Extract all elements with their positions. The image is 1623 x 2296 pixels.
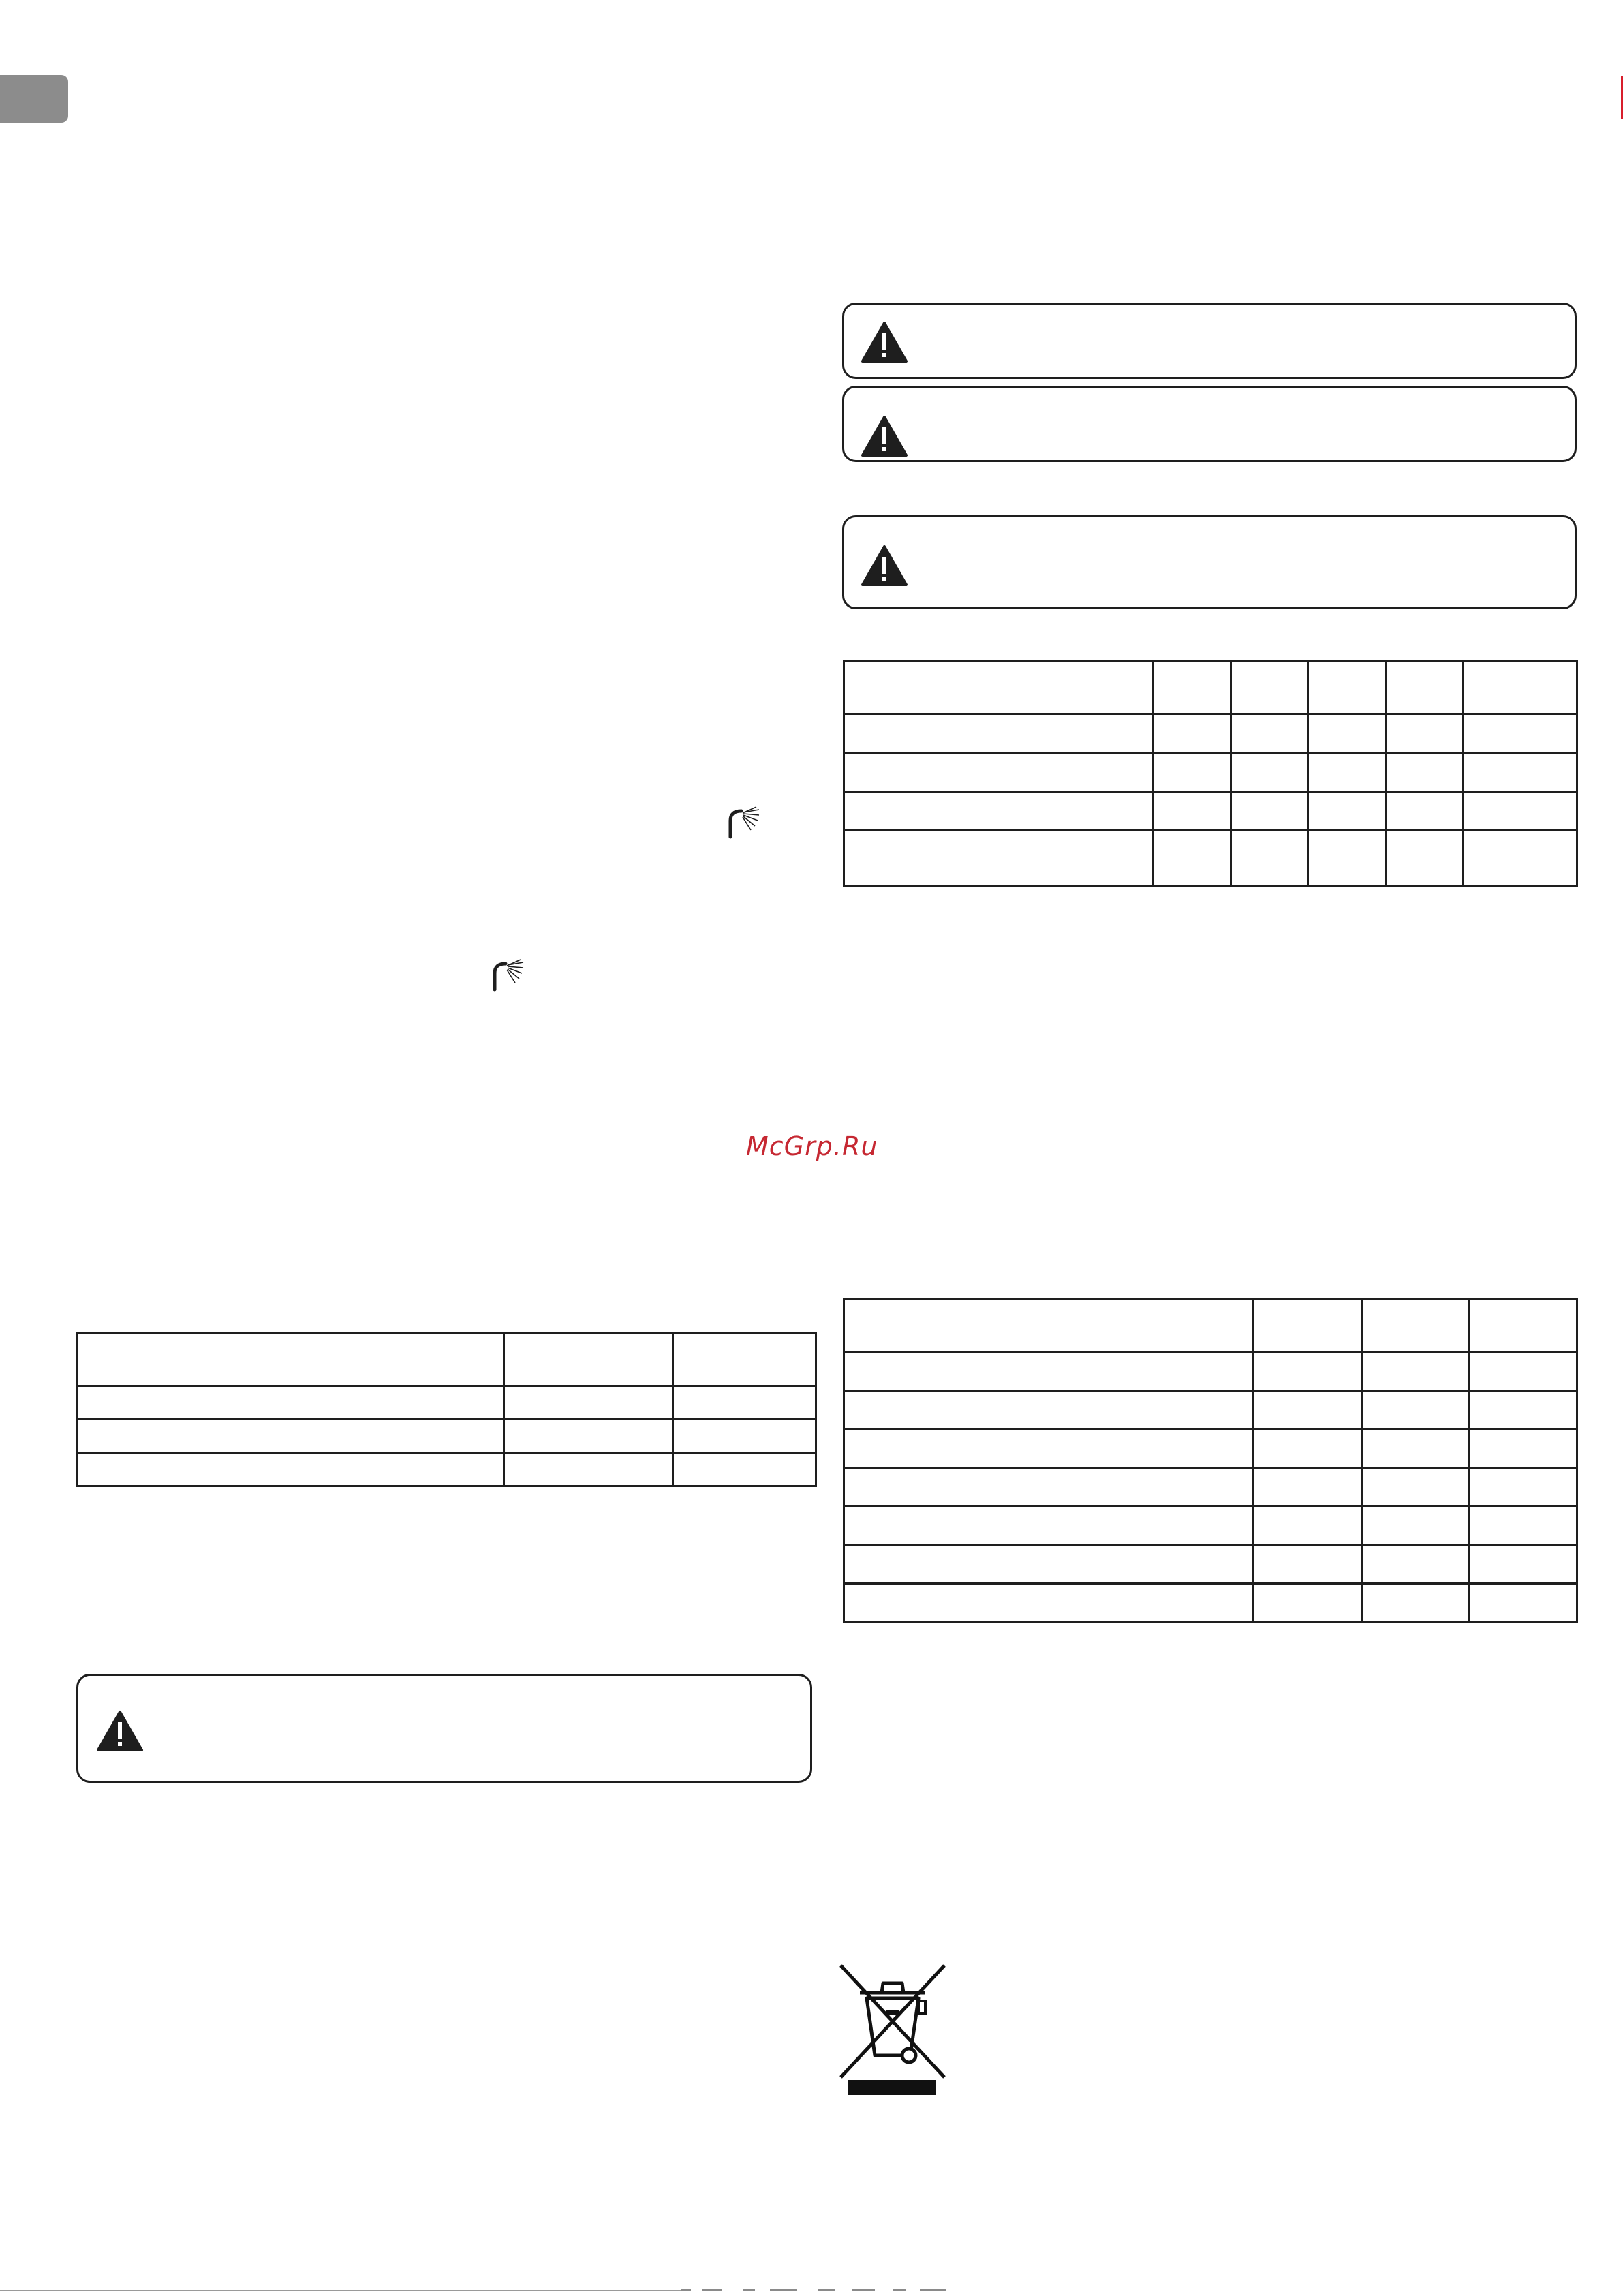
footer-marks xyxy=(681,2287,968,2293)
shower-spray-icon xyxy=(725,806,760,840)
table-cell xyxy=(1154,753,1231,792)
table-row xyxy=(844,714,1577,753)
warning-box-3 xyxy=(842,515,1577,609)
table-cell xyxy=(1362,1430,1470,1469)
warning-box-1 xyxy=(842,303,1577,379)
table-cell xyxy=(673,1333,816,1386)
crossed-out-bin-icon xyxy=(838,1963,947,2099)
table-cell xyxy=(1254,1469,1362,1507)
table-cell xyxy=(1362,1469,1470,1507)
table-cell xyxy=(844,1353,1254,1392)
table-cell xyxy=(1254,1430,1362,1469)
table-cell xyxy=(504,1386,673,1420)
table-cell xyxy=(1254,1392,1362,1430)
table-cell xyxy=(1231,831,1308,886)
table-cell xyxy=(1362,1546,1470,1584)
table-row xyxy=(78,1453,816,1486)
table-cell xyxy=(1254,1299,1362,1353)
table-cell xyxy=(1362,1584,1470,1623)
table-row xyxy=(844,1507,1577,1546)
table-cell xyxy=(1231,714,1308,753)
spec-table-left xyxy=(76,1332,817,1487)
language-tab-marker xyxy=(0,75,68,123)
table-cell xyxy=(1463,714,1577,753)
table-cell xyxy=(1470,1469,1577,1507)
table-cell xyxy=(1154,831,1231,886)
table-cell xyxy=(844,1430,1254,1469)
table-cell xyxy=(844,792,1154,831)
footer-rule xyxy=(0,2290,681,2291)
spec-table-right-top xyxy=(843,660,1578,887)
table-cell xyxy=(844,1507,1254,1546)
table-cell xyxy=(1231,753,1308,792)
table-cell xyxy=(844,661,1154,714)
table-cell xyxy=(504,1453,673,1486)
table-cell xyxy=(1470,1584,1577,1623)
table-cell xyxy=(1362,1507,1470,1546)
table-cell xyxy=(673,1453,816,1486)
table-cell xyxy=(1386,714,1463,753)
table-cell xyxy=(1231,792,1308,831)
table-cell xyxy=(1308,714,1386,753)
table-cell xyxy=(1362,1392,1470,1430)
table-cell xyxy=(844,1546,1254,1584)
table-cell xyxy=(1386,792,1463,831)
table-cell xyxy=(1254,1507,1362,1546)
warning-box-2 xyxy=(842,386,1577,462)
table-cell xyxy=(844,1584,1254,1623)
table-cell xyxy=(1154,792,1231,831)
table-cell xyxy=(1254,1353,1362,1392)
table-row xyxy=(78,1420,816,1453)
table-cell xyxy=(844,831,1154,886)
table-cell xyxy=(1386,831,1463,886)
warning-box-4 xyxy=(76,1674,812,1783)
table-cell xyxy=(1154,661,1231,714)
table-cell xyxy=(844,753,1154,792)
table-cell xyxy=(1470,1299,1577,1353)
table-cell xyxy=(1386,753,1463,792)
table-row xyxy=(78,1333,816,1386)
table-row xyxy=(844,1430,1577,1469)
table-cell xyxy=(1463,831,1577,886)
table-row xyxy=(844,792,1577,831)
table-cell xyxy=(844,1469,1254,1507)
table-cell xyxy=(1308,661,1386,714)
table-row xyxy=(844,753,1577,792)
spec-table-right-bottom xyxy=(843,1298,1578,1623)
table-cell xyxy=(1463,753,1577,792)
table-cell xyxy=(1470,1392,1577,1430)
shower-spray-icon xyxy=(489,958,525,992)
table-cell xyxy=(673,1386,816,1420)
table-cell xyxy=(1463,792,1577,831)
table-row xyxy=(844,1299,1577,1353)
table-cell xyxy=(1308,792,1386,831)
table-cell xyxy=(1470,1353,1577,1392)
table-cell xyxy=(844,1299,1254,1353)
watermark: McGrp.Ru xyxy=(746,1131,878,1161)
table-cell xyxy=(1470,1546,1577,1584)
table-cell xyxy=(1308,753,1386,792)
table-cell xyxy=(673,1420,816,1453)
table-cell xyxy=(1154,714,1231,753)
table-row xyxy=(844,1392,1577,1430)
table-cell xyxy=(78,1386,504,1420)
table-row xyxy=(844,831,1577,886)
table-cell xyxy=(78,1453,504,1486)
table-cell xyxy=(1362,1299,1470,1353)
table-row xyxy=(844,1546,1577,1584)
table-row xyxy=(844,1353,1577,1392)
table-cell xyxy=(1231,661,1308,714)
table-cell xyxy=(1254,1546,1362,1584)
table-cell xyxy=(78,1420,504,1453)
table-cell xyxy=(504,1420,673,1453)
table-row xyxy=(78,1386,816,1420)
table-cell xyxy=(1470,1507,1577,1546)
table-cell xyxy=(1463,661,1577,714)
table-cell xyxy=(1470,1430,1577,1469)
table-cell xyxy=(504,1333,673,1386)
table-cell xyxy=(844,1392,1254,1430)
table-cell xyxy=(1362,1353,1470,1392)
warning-triangle-icon xyxy=(861,415,908,457)
table-row xyxy=(844,661,1577,714)
table-row xyxy=(844,1469,1577,1507)
table-cell xyxy=(78,1333,504,1386)
table-row xyxy=(844,1584,1577,1623)
table-cell xyxy=(1386,661,1463,714)
table-cell xyxy=(1308,831,1386,886)
table-cell xyxy=(844,714,1154,753)
table-cell xyxy=(1254,1584,1362,1623)
warning-triangle-icon xyxy=(861,321,908,363)
warning-triangle-icon xyxy=(861,545,908,587)
warning-triangle-icon xyxy=(96,1710,144,1752)
